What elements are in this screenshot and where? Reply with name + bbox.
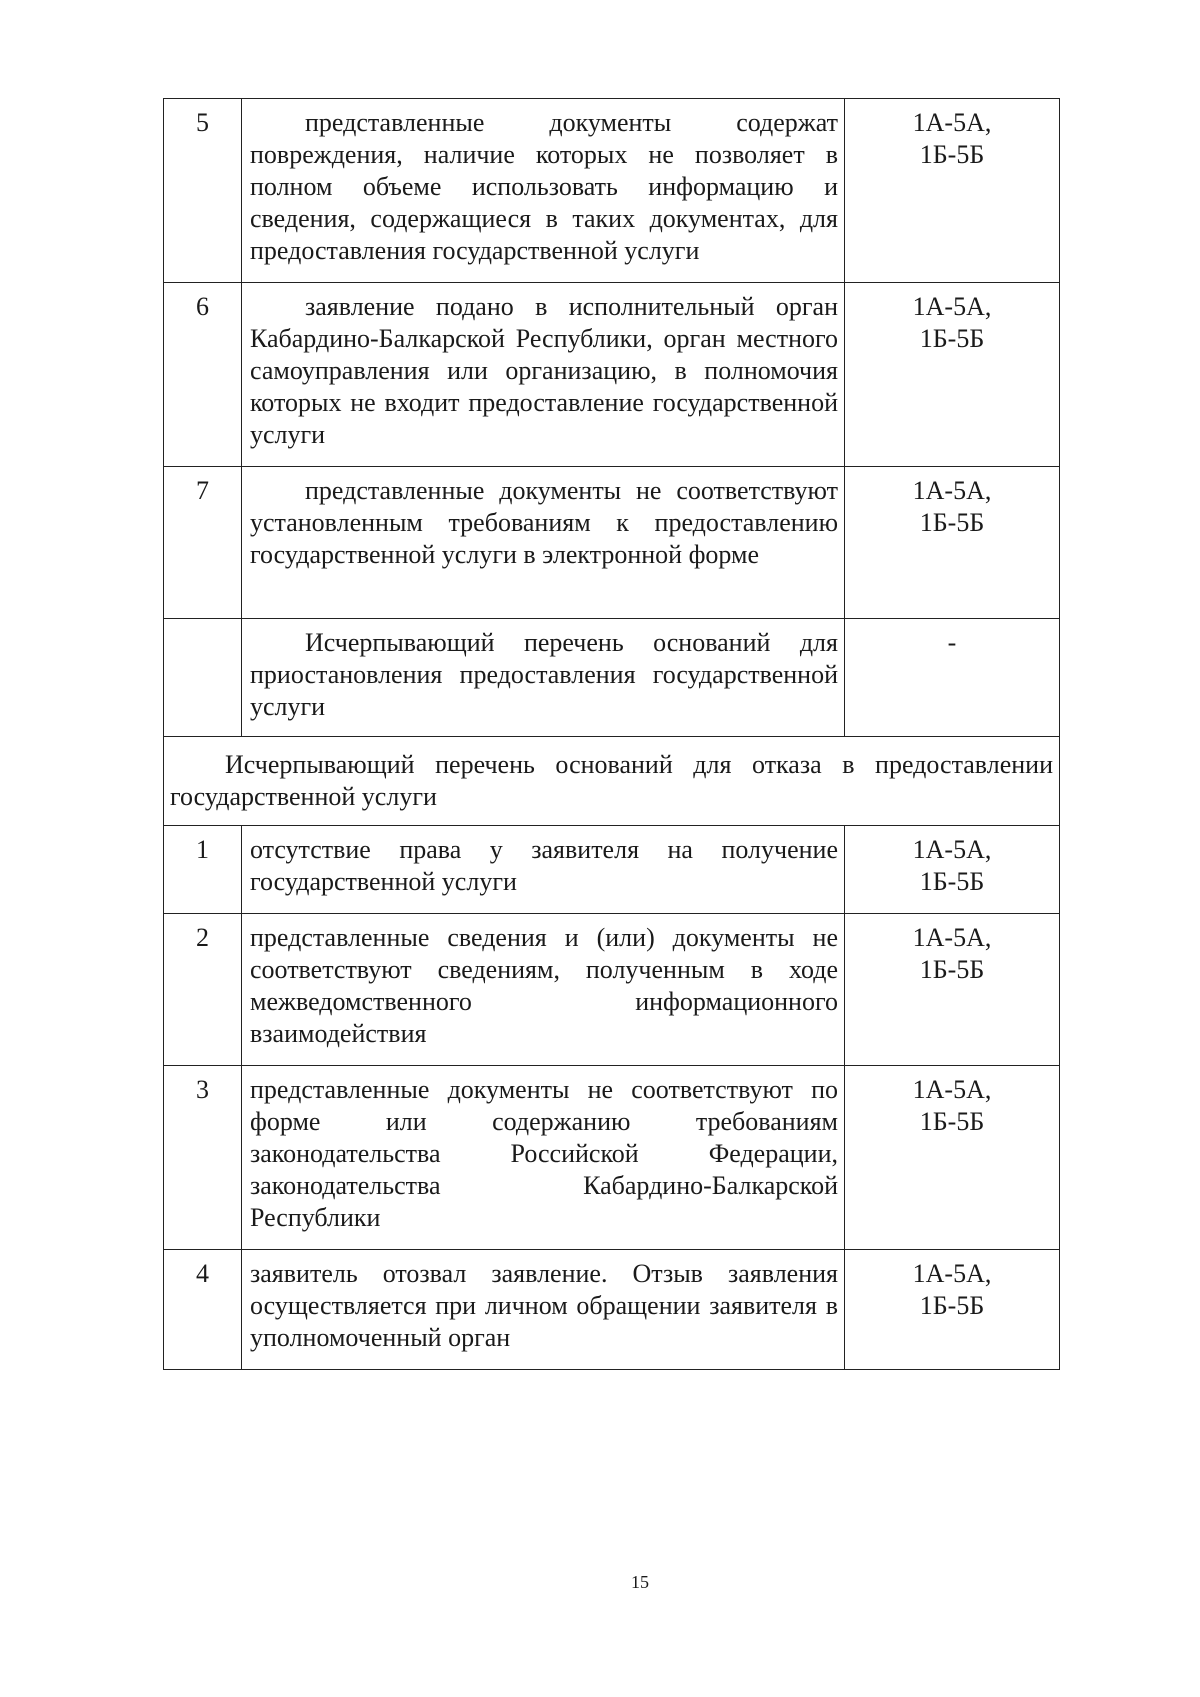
code-line: 1А-5А, [912, 108, 992, 137]
row-codes [845, 826, 1060, 914]
code-line: 1А-5А, [912, 1075, 992, 1104]
row-text-content: заявитель отозвал заявление. Отзыв заявления осуществляется при личном обращении заявителя в уполномоченный орган [250, 1259, 838, 1352]
code-line: 1А-5А, [912, 476, 992, 505]
row-number [164, 619, 242, 737]
row-codes [845, 1250, 1060, 1370]
code-line: 1Б-5Б [919, 508, 985, 537]
page-number: 15 [631, 1572, 649, 1592]
row-text-content: Исчерпывающий перечень оснований для приостановления предоставления государственной услуги [250, 628, 838, 721]
row-text-content: отсутствие права у заявителя на получение государственной услуги [250, 835, 838, 896]
section-heading-row [164, 737, 1060, 826]
code-line: 1А-5А, [912, 835, 992, 864]
row-codes [845, 99, 1060, 283]
row-text-content: представленные сведения и (или) документы не соответствуют сведениям, полученным в ходе межведомственного информационного взаимодействия [250, 923, 838, 1048]
row-text [242, 914, 845, 1066]
row-number: 4 [164, 1250, 242, 1370]
code-line: 1Б-5Б [919, 1291, 985, 1320]
table-row [164, 914, 1060, 1066]
code-line: 1Б-5Б [919, 140, 985, 169]
row-text [242, 467, 845, 619]
row-codes [845, 467, 1060, 619]
row-text-content: представленные документы не соответствуют по форме или содержанию требованиям законодательства Российской Федерации, законодательства Кабардино-Балкарской Республики [250, 1075, 838, 1232]
code-line: 1Б-5Б [919, 955, 985, 984]
table-row [164, 99, 1060, 283]
row-number: 5 [164, 99, 242, 283]
code-line: 1А-5А, [912, 923, 992, 952]
row-text [242, 826, 845, 914]
row-codes [845, 914, 1060, 1066]
table-row [164, 283, 1060, 467]
row-number: 2 [164, 914, 242, 1066]
row-text-content: заявление подано в исполнительный орган Кабардино-Балкарской Республики, орган местного самоуправления или организацию, в полномочия которых не входит предоставление государственной услуги [250, 292, 838, 449]
row-text-content: представленные документы не соответствуют установленным требованиям к предоставлению государственной услуги в электронной форме [250, 476, 838, 569]
code-line: 1Б-5Б [919, 1107, 985, 1136]
row-number: 1 [164, 826, 242, 914]
section-heading-cell [164, 737, 1060, 826]
table-row [164, 619, 1060, 737]
row-codes [845, 619, 1060, 737]
grounds-table [163, 98, 1060, 1370]
table-row [164, 826, 1060, 914]
row-text [242, 619, 845, 737]
row-number: 3 [164, 1066, 242, 1250]
section-heading: Исчерпывающий перечень оснований для отказа в предоставлении государственной услуги [170, 750, 1053, 811]
table-row [164, 467, 1060, 619]
row-codes [845, 283, 1060, 467]
row-number: 6 [164, 283, 242, 467]
code-line: 1Б-5Б [919, 867, 985, 896]
row-text [242, 99, 845, 283]
table-row [164, 1250, 1060, 1370]
code-line: 1А-5А, [912, 1259, 992, 1288]
row-text-content: представленные документы содержат повреждения, наличие которых не позволяет в полном объеме использовать информацию и сведения, содержащиеся в таких документах, для предоставления государственной услуги [250, 108, 838, 265]
code-line: - [947, 628, 957, 657]
row-text [242, 1066, 845, 1250]
code-line: 1Б-5Б [919, 324, 985, 353]
row-codes [845, 1066, 1060, 1250]
table-row [164, 1066, 1060, 1250]
code-line: 1А-5А, [912, 292, 992, 321]
row-text [242, 283, 845, 467]
row-text [242, 1250, 845, 1370]
row-number: 7 [164, 467, 242, 619]
